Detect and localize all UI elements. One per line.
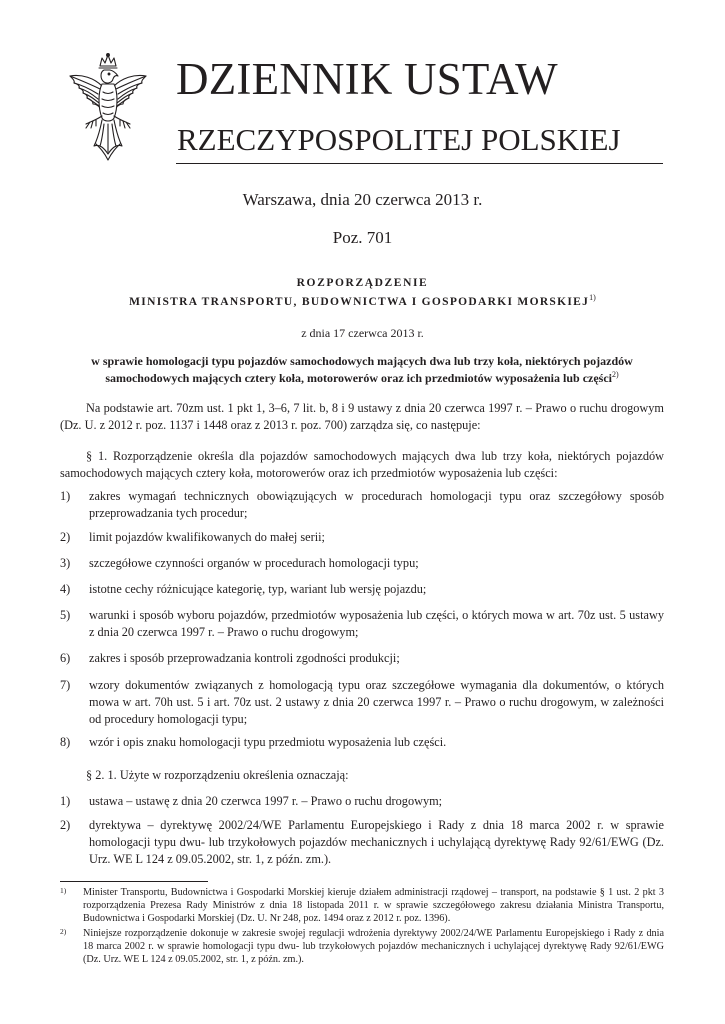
footnote-divider [60,881,208,882]
footnote-text: Niniejsze rozporządzenie dokonuje w zakresie swojej regulacji wdrożenia dyrektywy 2002/24/WE Parlamentu Europejskiego i Rady z dnia 18 marca 2002 r. w sprawie homologacji typu dwu- lub trzykołowych pojazdów mechanicznych i uchylającej dyrektywę Rady 92/61/EWG (Dz. Urz. WE L 124 z 09.05.2002, str. 1, z późn. zm.). [83,928,664,965]
section-1-item [60,734,664,751]
item-number: 2) [60,530,71,544]
item-number: 3) [60,556,71,570]
act-subject-line-2-text: samochodowych mających cztery koła, motorowerów oraz ich przedmiotów wyposażenia lub części [105,371,612,385]
item-number: 1) [60,794,71,808]
item-number: 6) [60,651,71,665]
footnote-ref-2: 2) [612,370,619,379]
footnote-number: 2) [60,927,67,936]
item-text: ustawa – ustawę z dnia 20 czerwca 1997 r. – Prawo o ruchu drogowym; [89,794,443,808]
footnote [60,927,664,966]
section-1-item [60,555,664,572]
item-number: 1) [60,489,71,503]
act-subject [60,353,664,387]
section-1-item [60,529,664,546]
item-number: 2) [60,818,71,832]
footnote-ref-1: 1) [589,293,596,302]
act-author-heading [0,293,725,308]
journal-title: DZIENNIK USTAW [176,54,558,104]
act-author-text: MINISTRA TRANSPORTU, BUDOWNICTWA I GOSPODARKI MORSKIEJ [129,296,590,308]
item-text: limit pojazdów kwalifikowanych do małej serii; [89,530,325,544]
act-type-heading: ROZPORZĄDZENIE [296,277,429,289]
item-text: istotne cechy różnicujące kategorię, typ, wariant lub wersję pojazdu; [89,582,427,596]
act-subject-line-2 [60,370,664,387]
section-2-item [60,793,664,810]
section-2-intro: § 2. 1. Użyte w rozporządzeniu określenia oznaczają: [86,768,349,782]
section-1-item [60,488,664,522]
masthead-divider [176,163,663,164]
item-number: 8) [60,735,71,749]
issue-date: Warszawa, dnia 20 czerwca 2013 r. [242,190,483,209]
act-subject-line-1: w sprawie homologacji typu pojazdów samochodowych mających dwa lub trzy koła, niektórych pojazdów [91,354,633,368]
preamble-paragraph: Na podstawie art. 70zm ust. 1 pkt 1, 3–6, 7 lit. b, 8 i 9 ustawy z dnia 20 czerwca 1997 r. – Prawo o ruchu drogowym (Dz. U. z 2012 r. poz. 1137 i 1448 oraz z 2013 r. poz. 700) zarządza się, co następuje: [60,401,664,432]
section-1-item [60,677,664,728]
item-number: 5) [60,608,71,622]
item-text: dyrektywa – dyrektywę 2002/24/WE Parlamentu Europejskiego i Rady z dnia 18 marca 2002 r. w sprawie homologacji typu dwu- lub trzykołowych pojazdów mechanicznych i uchylającą dyrektywę Rady 92/61/EWG (Dz. Urz. WE L 124 z 09.05.2002, str. 1, z późn. zm.). [89,818,664,866]
item-number: 4) [60,582,71,596]
section-1-intro: § 1. Rozporządzenie określa dla pojazdów samochodowych mających dwa lub trzy koła, niektórych pojazdów samochodowych mających cztery koła, motorowerów oraz ich przedmiotów wyposażenia lub części: [60,449,664,480]
section-1-item [60,607,664,641]
item-text: wzór i opis znaku homologacji typu przedmiotu wyposażenia lub części. [89,735,447,749]
position-number: Poz. 701 [332,228,393,247]
footnote-number: 1) [60,886,67,895]
act-date: z dnia 17 czerwca 2013 r. [301,326,424,340]
item-text: szczegółowe czynności organów w procedurach homologacji typu; [89,556,419,570]
item-text: zakres i sposób przeprowadzania kontroli zgodności produkcji; [89,651,400,665]
footnote [60,886,664,925]
section-1-item [60,581,664,598]
polish-eagle-emblem-icon [60,52,156,164]
item-text: warunki i sposób wyboru pojazdów, przedmiotów wyposażenia lub części, o których mowa w art. 70z ust. 5 ustawy z dnia 20 czerwca 1997 r. – Prawo o ruchu drogowym; [89,608,664,639]
section-1-item [60,650,664,667]
item-text: zakres wymagań technicznych obowiązujących w procedurach homologacji typu oraz szczegółowy sposób przeprowadzania tych procedur; [89,489,664,520]
journal-subtitle: RZECZYPOSPOLITEJ POLSKIEJ [177,122,621,157]
footnote-text: Minister Transportu, Budownictwa i Gospodarki Morskiej kieruje działem administracji rządowej – transport, na podstawie § 1 ust. 2 pkt 3 rozporządzenia Prezesa Rady Ministrów z dnia 18 listopada 2011 r. w sprawie szczegółowego zakresu działania Ministra Transportu, Budownictwa i Gospodarki Morskiej (Dz. U. Nr 248, poz. 1494 oraz z 2012 r. poz. 1396). [83,887,664,924]
item-number: 7) [60,678,71,692]
section-2-item [60,817,664,868]
item-text: wzory dokumentów związanych z homologacją typu oraz szczegółowe wymagania dla dokumentów, o których mowa w art. 70h ust. 5 i art. 70z ust. 2 ustawy z dnia 20 czerwca 1997 r. – Prawo o ruchu drogowym, w zależności od procedury homologacji typu; [89,678,664,726]
